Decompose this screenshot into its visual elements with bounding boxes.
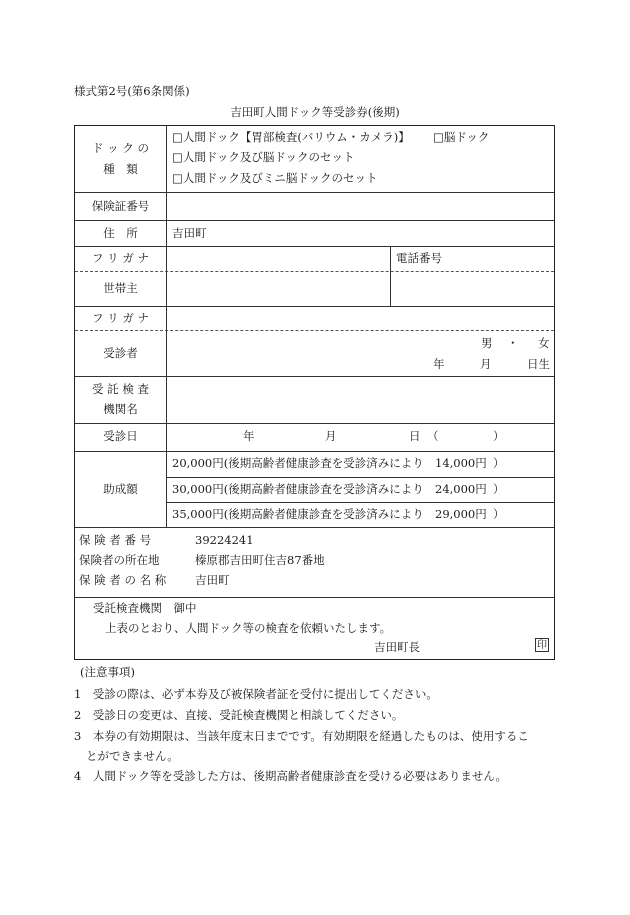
dob-year: 年	[433, 357, 445, 371]
note-item-1: 1 受診の際は、必ず本券及び被保険者証を受付に提出してください。	[74, 687, 438, 701]
voucher-form	[74, 125, 555, 660]
subsidy-amount-1: 14,000円	[435, 456, 487, 470]
exam-paren-open: （	[427, 429, 439, 443]
dock-option-mini-set[interactable]: □人間ドック及びミニ脳ドックのセット	[172, 171, 378, 185]
phone-label: 電話番号	[396, 251, 442, 265]
dob-month: 月	[480, 357, 492, 371]
dock-type-label-2: 種 類	[103, 162, 138, 176]
insurer-address-value: 榛原郡吉田町住吉87番地	[195, 553, 325, 567]
gender-male[interactable]: 男	[481, 336, 493, 350]
dock-option-ningen[interactable]: □人間ドック【胃部検査(バリウム・カメラ)】	[172, 130, 410, 144]
seal-mark: 印	[537, 640, 547, 651]
subsidy-close-2: ）	[493, 482, 505, 496]
insurer-number-label: 保 険 者 番 号	[79, 533, 152, 547]
exam-date-label: 受診日	[103, 429, 138, 443]
note-item-3: 3 本券の有効期限は、当該年度末日までです。有効期限を経過したものは、使用するこ	[74, 729, 529, 743]
insurer-name-label: 保 険 者 の 名 称	[79, 573, 167, 587]
insurer-address-label: 保険者の所在地	[79, 553, 160, 567]
dock-option-set[interactable]: □人間ドック及び脳ドックのセット	[172, 150, 355, 164]
exam-year: 年	[243, 429, 255, 443]
request-to: 受託検査機関 御中	[93, 601, 197, 615]
subsidy-line-2[interactable]: 30,000円(後期高齢者健康診査を受診済みにより	[172, 482, 424, 496]
note-item-3-cont: とができません。	[86, 749, 179, 763]
mayor-name: 吉田町長	[374, 640, 420, 654]
subsidy-close-3: ）	[493, 507, 505, 521]
address-value: 吉田町	[172, 226, 207, 240]
note-item-4: 4 人間ドック等を受診した方は、後期高齢者健康診査を受ける必要はありません。	[74, 769, 508, 783]
insurance-card-label: 保険証番号	[91, 199, 150, 213]
subsidy-amount-2: 24,000円	[435, 482, 487, 496]
subsidy-close-1: ）	[493, 456, 505, 470]
request-text: 上表のとおり、人間ドック等の検査を依頼いたします。	[105, 621, 392, 635]
insurer-name-value: 吉田町	[195, 573, 230, 587]
exam-day: 日	[409, 429, 421, 443]
subsidy-label: 助成額	[103, 482, 138, 496]
dock-option-brain[interactable]: □脳ドック	[433, 130, 490, 144]
subsidy-line-1[interactable]: 20,000円(後期高齢者健康診査を受診済みにより	[172, 456, 424, 470]
form-number: 様式第2号(第6条関係)	[74, 84, 190, 98]
householder-label: 世帯主	[103, 281, 138, 295]
furigana2-label: フ リ ガ ナ	[92, 311, 149, 325]
note-item-2: 2 受診日の変更は、直接、受託検査機関と相談してください。	[74, 708, 404, 722]
subsidy-amount-3: 29,000円	[435, 507, 487, 521]
notes-heading: (注意事項)	[80, 665, 135, 679]
facility-label-2: 機関名	[103, 402, 138, 416]
gender-female[interactable]: 女	[538, 336, 550, 350]
subsidy-line-3[interactable]: 35,000円(後期高齢者健康診査を受診済みにより	[172, 507, 424, 521]
dob-day: 日生	[527, 357, 550, 371]
dock-type-label-1: ド ッ ク の	[92, 141, 149, 155]
exam-month: 月	[325, 429, 337, 443]
furigana-label: フ リ ガ ナ	[92, 251, 149, 265]
gender-dot: ・	[507, 336, 519, 350]
address-label: 住 所	[103, 226, 138, 240]
exam-paren-close: ）	[493, 429, 505, 443]
facility-label-1: 受 託 検 査	[92, 382, 149, 396]
insurer-number-value: 39224241	[195, 533, 254, 547]
examinee-label: 受診者	[103, 346, 138, 360]
page-title: 吉田町人間ドック等受診券(後期)	[230, 105, 400, 119]
